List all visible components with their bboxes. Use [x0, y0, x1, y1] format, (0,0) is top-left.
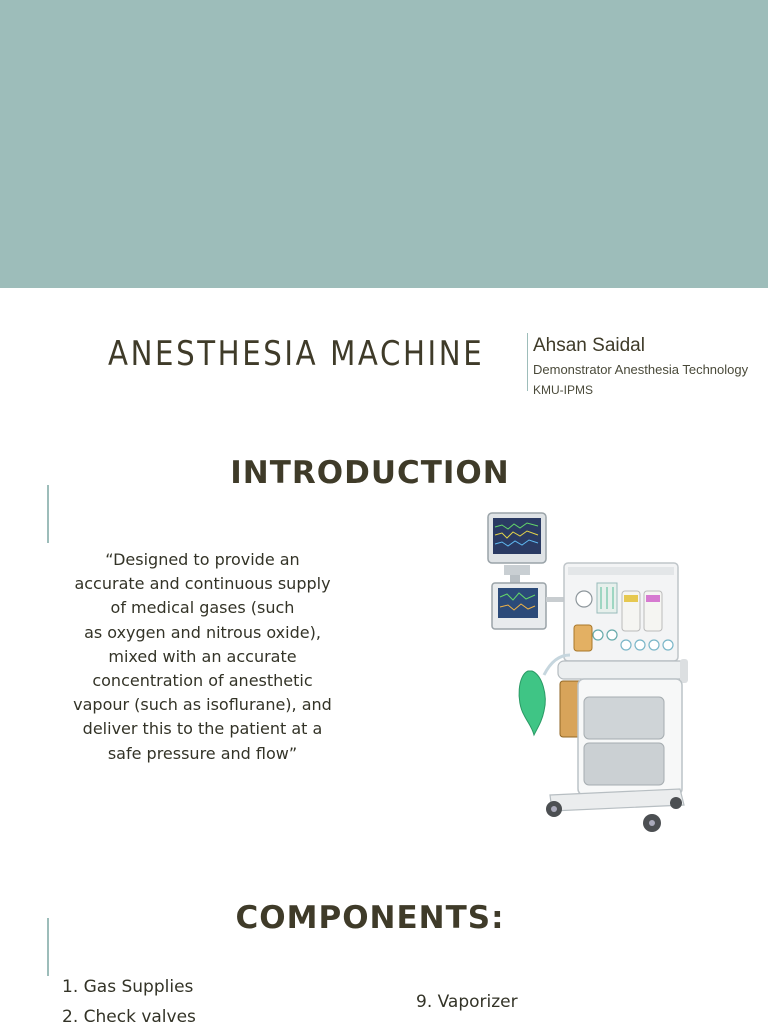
intro-quote: “Designed to provide an accurate and continuous supply of medical gases (such as oxygen and nitrous oxide), mixed with an accurate concentration of anesthetic vapour (such as isoflurane), and deliver this to the patient at a safe pressure and flow” [73, 550, 332, 763]
components-list-right [416, 992, 518, 1012]
components-list-left [62, 972, 196, 1024]
slide-title: ANESTHESIA MACHINE [108, 334, 485, 374]
author-name: Ahsan Saidal [533, 335, 645, 356]
anesthesia-machine-image [480, 505, 695, 845]
list-item: 2. Check valves [62, 1007, 196, 1024]
list-item: 9. Vaporizer [416, 992, 518, 1012]
author-role: Demonstrator Anesthesia Technology [533, 362, 749, 377]
components-heading: COMPONENTS: [235, 900, 505, 936]
intro-accent-bar [47, 485, 49, 543]
title-divider [527, 333, 528, 391]
author-org: KMU-IPMS [533, 383, 593, 397]
list-item: 1. Gas Supplies [62, 977, 194, 997]
title-banner [0, 0, 768, 288]
intro-heading: INTRODUCTION [230, 455, 510, 491]
